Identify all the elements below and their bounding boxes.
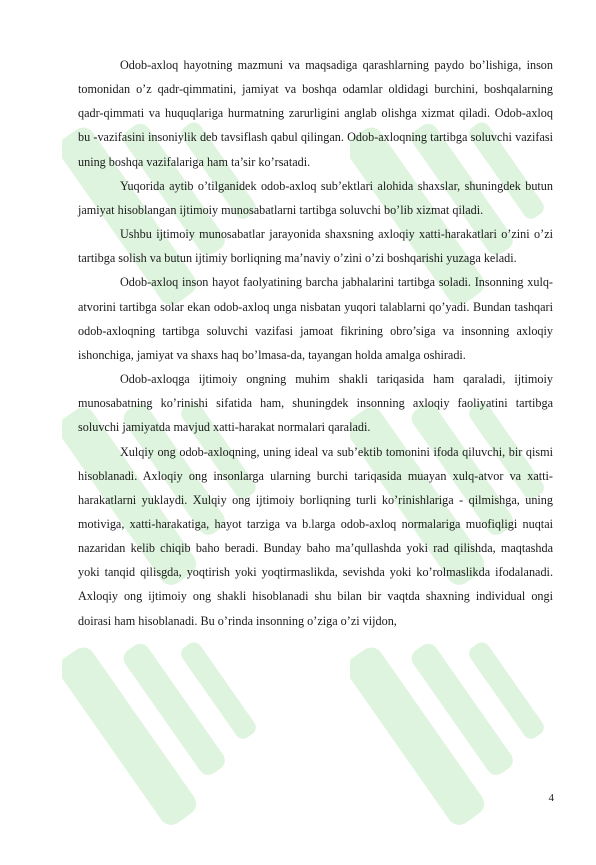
page-number: 4 <box>548 792 554 804</box>
paragraph: Xulqiy ong odob-axloqning, uning ideal va sub’ektib tomonini ifoda qiluvchi, bir qismi hisoblanadi. Axloqiy ong insonlarga ularning burchi tariqasida muayan xulq-atvor va xatti-harakatlarni yuklaydi. Xulqiy ong ijtimoiy borliqning turli ko’rinishlariga - qilmishga, uning motiviga, xatti-harakatiga, hayot tarziga va b.larga odob-axloq normalariga muofiqligi nuqtai nazaridan kelib chiqib baho beradi. Bunday baho ma’qullashda yoki rad qilishda, maqtashda yoki tanqid qilisgda, yoqtirish yoki yoqtirmaslikda, sevishda yoki ko’rolmaslikda ifodalanadi. Axloqiy ong ijtimoiy ong shakli hisoblanadi shu bilan bir vaqtda shaxning individual ongi doirasi ham hisoblanadi. Bu o’rinda insonning o’ziga o’zi vijdon, <box>78 444 553 628</box>
paragraph: Odob-axloq inson hayot faolyatining barcha jabhalarini tartibga soladi. Insonning xulq-atvorini tartibga solar ekan odob-axloq unga nisbatan yuqori talablarni qo’yadi. Bundan tashqari odob-axloqning tartibga soluvchi vazifasi jamoat fikrining obro’siga va insonning axloqiy ishonchiga, jamiyat va shaxs haq bo’lmasa-da, tayangan holda amalga oshiradi. <box>78 275 553 362</box>
body-text <box>78 53 553 633</box>
paragraph: Ushbu ijtimoiy munosabatlar jarayonida shaxsning axloqiy xatti-harakatlari o’zini o’zi tartibga solish va butun ijtimiy borliqning ma’naviy o’zini o’zi boshqarishi yuzaga keladi. <box>78 227 553 266</box>
paragraph: Odob-axloqga ijtimoiy ongning muhim shakli tariqasida ham qaraladi, ijtimoiy munosabatning ko’rinishi sifatida ham, shuningdek insonning axloqiy faoliyatini tartibga soluvchi jamiyatda mavjud xatti-harakat normalari qaraladi. <box>78 372 553 435</box>
paragraph: Yuqorida aytib o’tilganidek odob-axloq sub’ektlari alohida shaxslar, shuningdek butun jamiyat hisoblangan ijtimoiy munosabatlarni tartibga soluvchi bo’lib xizmat qiladi. <box>78 178 553 217</box>
paragraph: Odob-axloq hayotning mazmuni va maqsadiga qarashlarning paydo bo’lishiga, inson tomonidan o’z qadr-qimmatini, jamiyat va boshqa odamlar oldidagi burchini, boshqalarning qadr-qimmati va huquqlariga hurmatning zarurligini anglab olishga xizmat qiladi. Odob-axloq bu -vazifasini insoniylik deb tavsiflash qabul qilingan. Odob-axloqning tartibga soluvchi vazifasi uning boshqa vazifalariga ham ta’sir ko’rsatadi. <box>78 58 553 169</box>
